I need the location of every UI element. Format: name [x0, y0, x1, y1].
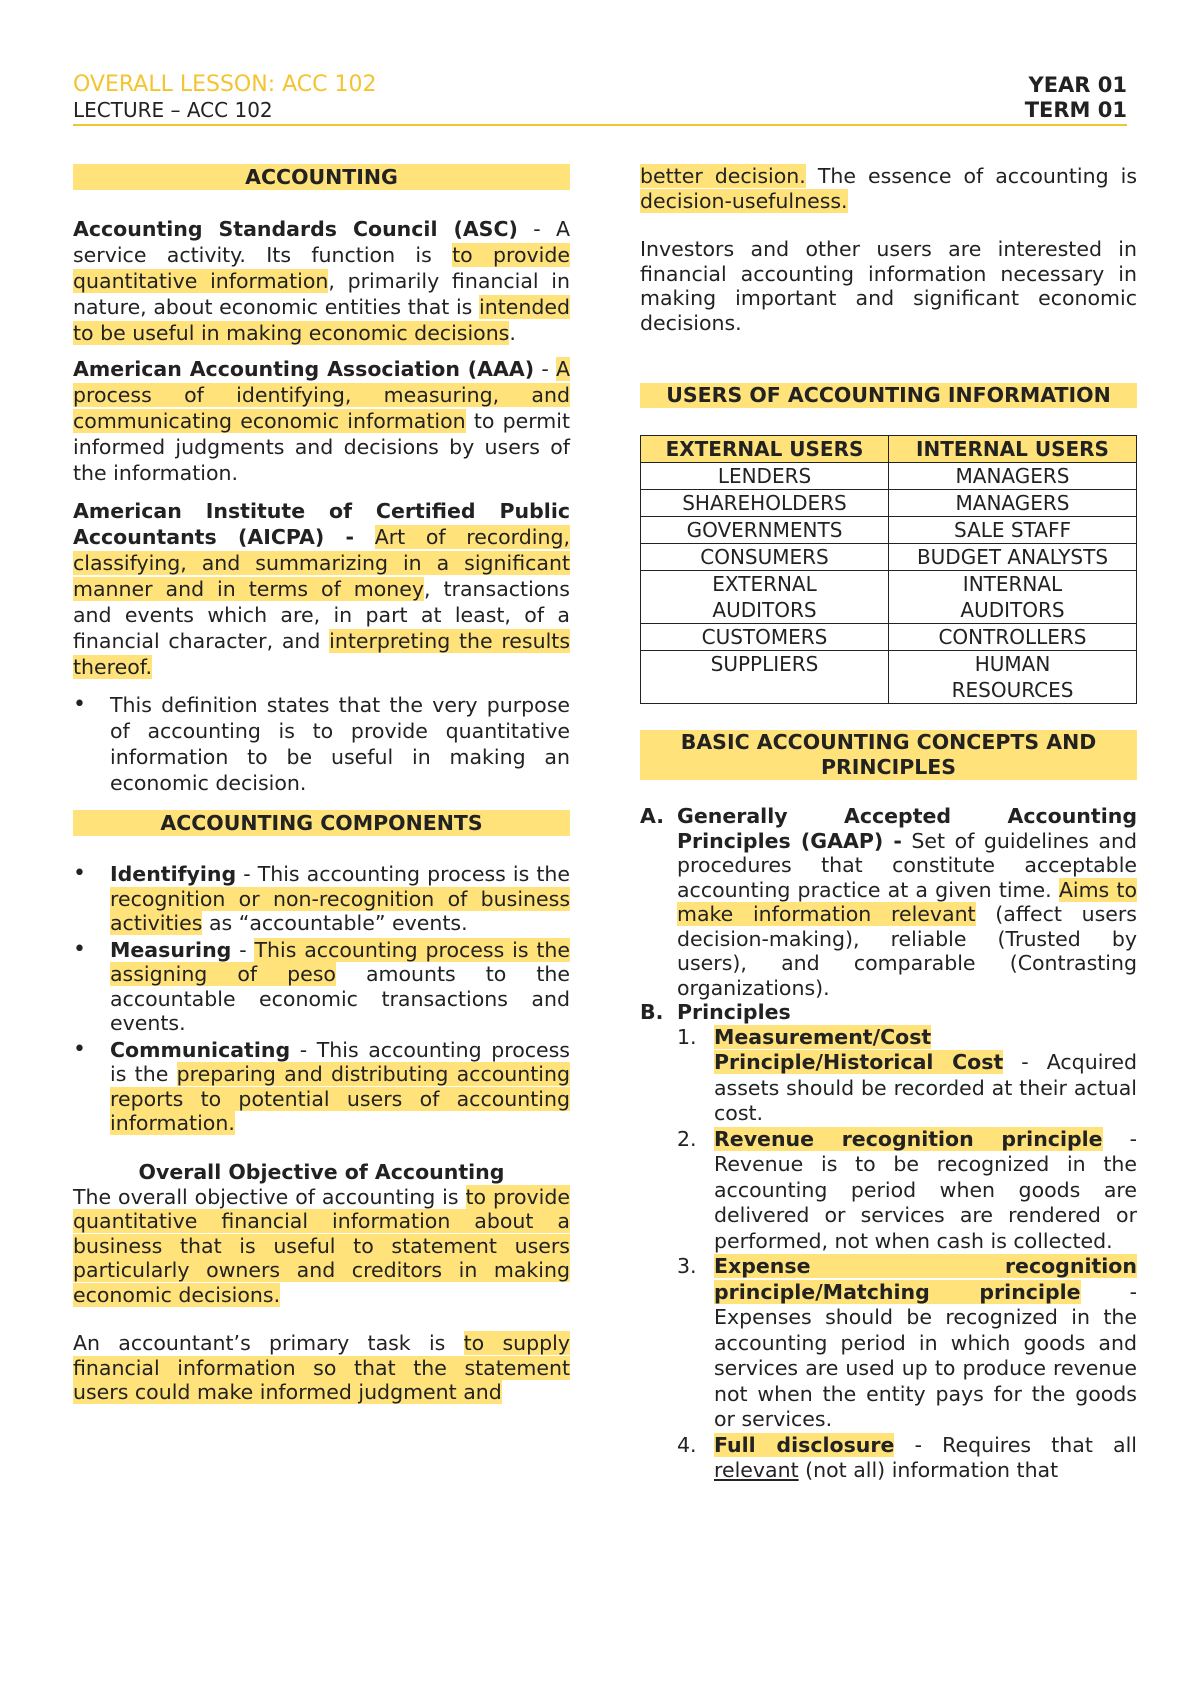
table-cell: EXTERNAL AUDITORS	[641, 571, 889, 624]
task-paragraph	[73, 1331, 570, 1405]
asc-highlight: to provide quantitative information	[73, 243, 570, 293]
page-header	[73, 72, 1127, 126]
component-identifying	[73, 862, 570, 936]
gaap-highlight: Aims to make information relevant	[677, 877, 1137, 926]
principle-term: Full disclosure	[714, 1432, 895, 1457]
component-term: Identifying	[110, 862, 237, 886]
aaa-definition	[73, 356, 570, 486]
item-body	[714, 1025, 1137, 1127]
aicpa-term: American Institute of Certified Public Accountants (AICPA) -	[73, 499, 570, 549]
decision-highlight: better decision.	[640, 164, 806, 188]
objective-text: The overall objective of accounting is	[73, 1184, 466, 1209]
item-number: 1.	[677, 1024, 697, 1049]
table-row	[641, 624, 1137, 651]
item-number: 3.	[677, 1254, 697, 1278]
gaap-label: A.	[640, 804, 665, 828]
table-cell: CONSUMERS	[641, 544, 889, 571]
aicpa-highlight: interpreting the results thereof.	[73, 629, 571, 679]
column-header-internal: INTERNAL USERS	[889, 436, 1137, 463]
asc-highlight: intended to be useful in making economic decisions	[73, 295, 570, 345]
principle-text: - Requires that all	[894, 1432, 1137, 1457]
principles-list	[677, 1025, 1137, 1484]
section-title-concepts: BASIC ACCOUNTING CONCEPTS AND PRINCIPLES	[640, 730, 1137, 780]
asc-text: , primarily financial in nature, about economic entities that is	[73, 269, 570, 319]
aicpa-definition	[73, 498, 570, 680]
table-cell: LENDERS	[641, 463, 889, 490]
table-cell: HUMAN RESOURCES	[889, 651, 1137, 704]
decision-highlight: decision-usefulness.	[640, 188, 848, 213]
asc-text: - A service activity. Its function is	[73, 217, 570, 267]
course-title: OVERALL LESSON: ACC 102	[73, 72, 377, 97]
table-cell: BUDGET ANALYSTS	[889, 544, 1137, 571]
principle-text: - Acquired assets should be recorded at their actual cost.	[714, 1050, 1137, 1125]
component-communicating	[73, 1038, 570, 1136]
table-cell: CUSTOMERS	[641, 624, 889, 651]
task-highlight: to supply financial information so that the statement users could make informed judgment and	[73, 1331, 570, 1404]
gaap-body	[677, 804, 1137, 1000]
definition-list	[73, 692, 570, 796]
table-row	[641, 571, 1137, 624]
decision-text: The essence of accounting is	[805, 164, 1137, 188]
component-text: amounts to the accountable economic transactions and events.	[110, 962, 570, 1035]
table-row	[641, 463, 1137, 490]
table-cell: MANAGERS	[889, 490, 1137, 517]
list-item	[677, 1254, 1137, 1433]
aicpa-highlight: Art of recording, classifying, and summarizing in a significant manner and in terms of money	[73, 525, 570, 601]
gaap-item	[640, 804, 1137, 1000]
component-text: as “accountable” events.	[202, 911, 468, 935]
principles-heading	[640, 1000, 1137, 1025]
aaa-highlight: A process of identifying, measuring, and communicating economic information	[73, 357, 570, 433]
gaap-text: Set of guidelines and procedures that constitute acceptable accounting practice at a given time.	[677, 828, 1137, 902]
principle-text: - Revenue is to be recognized in the accounting period when goods are delivered or services are rendered or performed, not when cash is collected.	[714, 1126, 1137, 1253]
decision-paragraph	[640, 164, 1137, 213]
asc-definition	[73, 216, 570, 346]
item-body	[714, 1433, 1137, 1484]
item-body	[714, 1127, 1137, 1255]
principle-term: Expense recognition principle/Matching principle	[714, 1254, 1137, 1304]
principle-underline: relevant	[714, 1458, 799, 1482]
table-row	[641, 490, 1137, 517]
list-item	[677, 1025, 1137, 1127]
objective-paragraph	[73, 1185, 570, 1308]
component-term: Measuring	[110, 937, 232, 962]
users-table	[640, 435, 1137, 704]
principle-term: Measurement/Cost Principle/Historical Cost	[714, 1024, 1004, 1074]
column-header-external: EXTERNAL USERS	[641, 436, 889, 463]
item-number: 4.	[677, 1432, 697, 1457]
table-row	[641, 651, 1137, 704]
item-number: 2.	[677, 1126, 697, 1151]
aicpa-text	[354, 525, 375, 549]
component-highlight: recognition or non-recognition of business activities	[110, 886, 570, 935]
gaap-text: (affect users decision-making), reliable (Trusted by users), and comparable (Contrasting organizations).	[677, 902, 1137, 1000]
aicpa-text: , transactions and events which are, in part at least, of a financial character, and	[73, 577, 570, 653]
component-measuring	[73, 938, 570, 1036]
aaa-text: to permit informed judgments and decisions by users of the information.	[73, 409, 571, 485]
right-column	[640, 164, 1137, 1484]
list-item	[677, 1433, 1137, 1484]
principles-label: B.	[640, 1000, 664, 1024]
lecture-title: LECTURE – ACC 102	[73, 98, 273, 122]
gaap-term: Generally Accepted Accounting Principles (GAAP) -	[677, 804, 1137, 853]
component-highlight: This accounting process is the assigning of peso	[110, 937, 571, 986]
task-text: An accountant’s primary task is	[73, 1331, 464, 1355]
principle-text: (not all) information that	[798, 1458, 1059, 1482]
left-column	[73, 164, 570, 1405]
section-title-accounting: ACCOUNTING	[73, 164, 570, 190]
table-row	[641, 544, 1137, 571]
principle-term: Revenue recognition principle	[714, 1126, 1103, 1151]
list-item: • This definition states that the very purpose of accounting is to provide quantitative information to be useful in making an economic decision.	[73, 692, 570, 796]
list-item	[677, 1127, 1137, 1255]
investors-paragraph: Investors and other users are interested in financial accounting information necessary in making important and significant economic decisions.	[640, 237, 1137, 335]
component-text: -	[231, 937, 255, 962]
objective-highlight: to provide quantitative financial information about a business that is useful to statement users particularly owners and creditors in making economic decisions.	[73, 1184, 570, 1307]
aaa-term: American Accounting Association (AAA)	[73, 357, 535, 381]
principle-text: - Expenses should be recognized in the accounting period in which goods and services are used up to produce revenue not when the entity pays for the goods or services.	[714, 1279, 1137, 1431]
components-list	[73, 862, 570, 1136]
year-label: YEAR 01	[1028, 73, 1127, 97]
component-text: - This accounting process is the	[236, 862, 570, 886]
asc-term: Accounting Standards Council (ASC)	[73, 217, 518, 241]
table-cell: GOVERNMENTS	[641, 517, 889, 544]
table-cell: SALE STAFF	[889, 517, 1137, 544]
aaa-text: -	[534, 357, 556, 381]
item-body	[714, 1254, 1137, 1433]
table-cell: MANAGERS	[889, 463, 1137, 490]
component-term: Communicating	[110, 1037, 291, 1062]
table-header-row	[641, 436, 1137, 463]
section-title-components: ACCOUNTING COMPONENTS	[73, 810, 570, 836]
principles-title: Principles	[677, 1000, 791, 1024]
section-title-users: USERS OF ACCOUNTING INFORMATION	[640, 383, 1137, 408]
objective-title: Overall Objective of Accounting	[138, 1159, 505, 1184]
component-highlight: preparing and distributing accounting reports to potential users of accounting information.	[110, 1062, 570, 1135]
table-cell: CONTROLLERS	[889, 624, 1137, 651]
component-text: - This accounting process is the	[110, 1037, 570, 1086]
term-label: TERM 01	[1024, 98, 1127, 122]
table-cell: SHAREHOLDERS	[641, 490, 889, 517]
table-cell: SUPPLIERS	[641, 651, 889, 704]
asc-text: .	[509, 321, 516, 345]
table-row	[641, 517, 1137, 544]
table-cell: INTERNAL AUDITORS	[889, 571, 1137, 624]
